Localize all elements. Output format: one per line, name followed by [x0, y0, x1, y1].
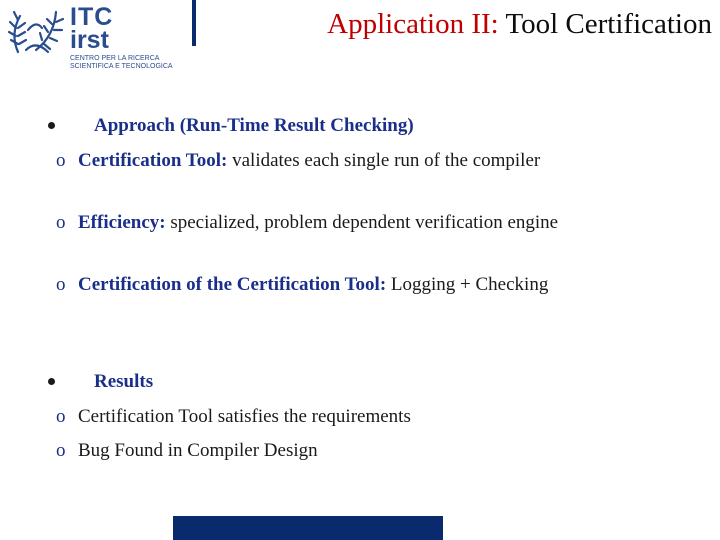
bullet-dot-icon [48, 122, 55, 129]
item-text: validates each single run of the compiler [227, 150, 541, 171]
item-text: Logging + Checking [386, 274, 549, 295]
item-text: Bug Found in Compiler Design [78, 440, 318, 461]
logo-subtitle [70, 55, 173, 71]
title-part1: Application II: [327, 8, 499, 40]
circle-bullet-icon: o [56, 406, 66, 427]
circle-bullet-icon: o [56, 212, 66, 233]
item-label: Certification of the Certification Tool: [78, 274, 387, 295]
item-text: Certification Tool satisfies the requirements [78, 406, 411, 427]
section-heading: Results [94, 371, 154, 392]
circle-bullet-icon: o [56, 440, 66, 461]
logo-subtitle-line2: SCIENTIFICA E TECNOLOGICA [70, 63, 173, 70]
circle-bullet-icon: o [56, 274, 66, 295]
item-label: Efficiency: [78, 212, 166, 233]
logo-itc-text: ITC [70, 3, 114, 31]
item-text: specialized, problem dependent verification engine [165, 212, 559, 233]
logo-subtitle-line1: CENTRO PER LA RICERCA [70, 55, 160, 62]
circle-bullet-icon: o [56, 150, 66, 171]
title-box [196, 0, 720, 46]
title-part2: Tool Certification [505, 8, 712, 40]
bullet-dot-icon [48, 378, 55, 385]
section-heading: Approach (Run-Time Result Checking) [94, 115, 414, 136]
item-label: Certification Tool: [78, 150, 228, 171]
footer-bar [173, 516, 443, 540]
logo-irst-text: irst [70, 26, 109, 54]
slide-title [327, 6, 712, 42]
itc-irst-logo [6, 0, 181, 78]
laurel-icon [6, 0, 66, 60]
